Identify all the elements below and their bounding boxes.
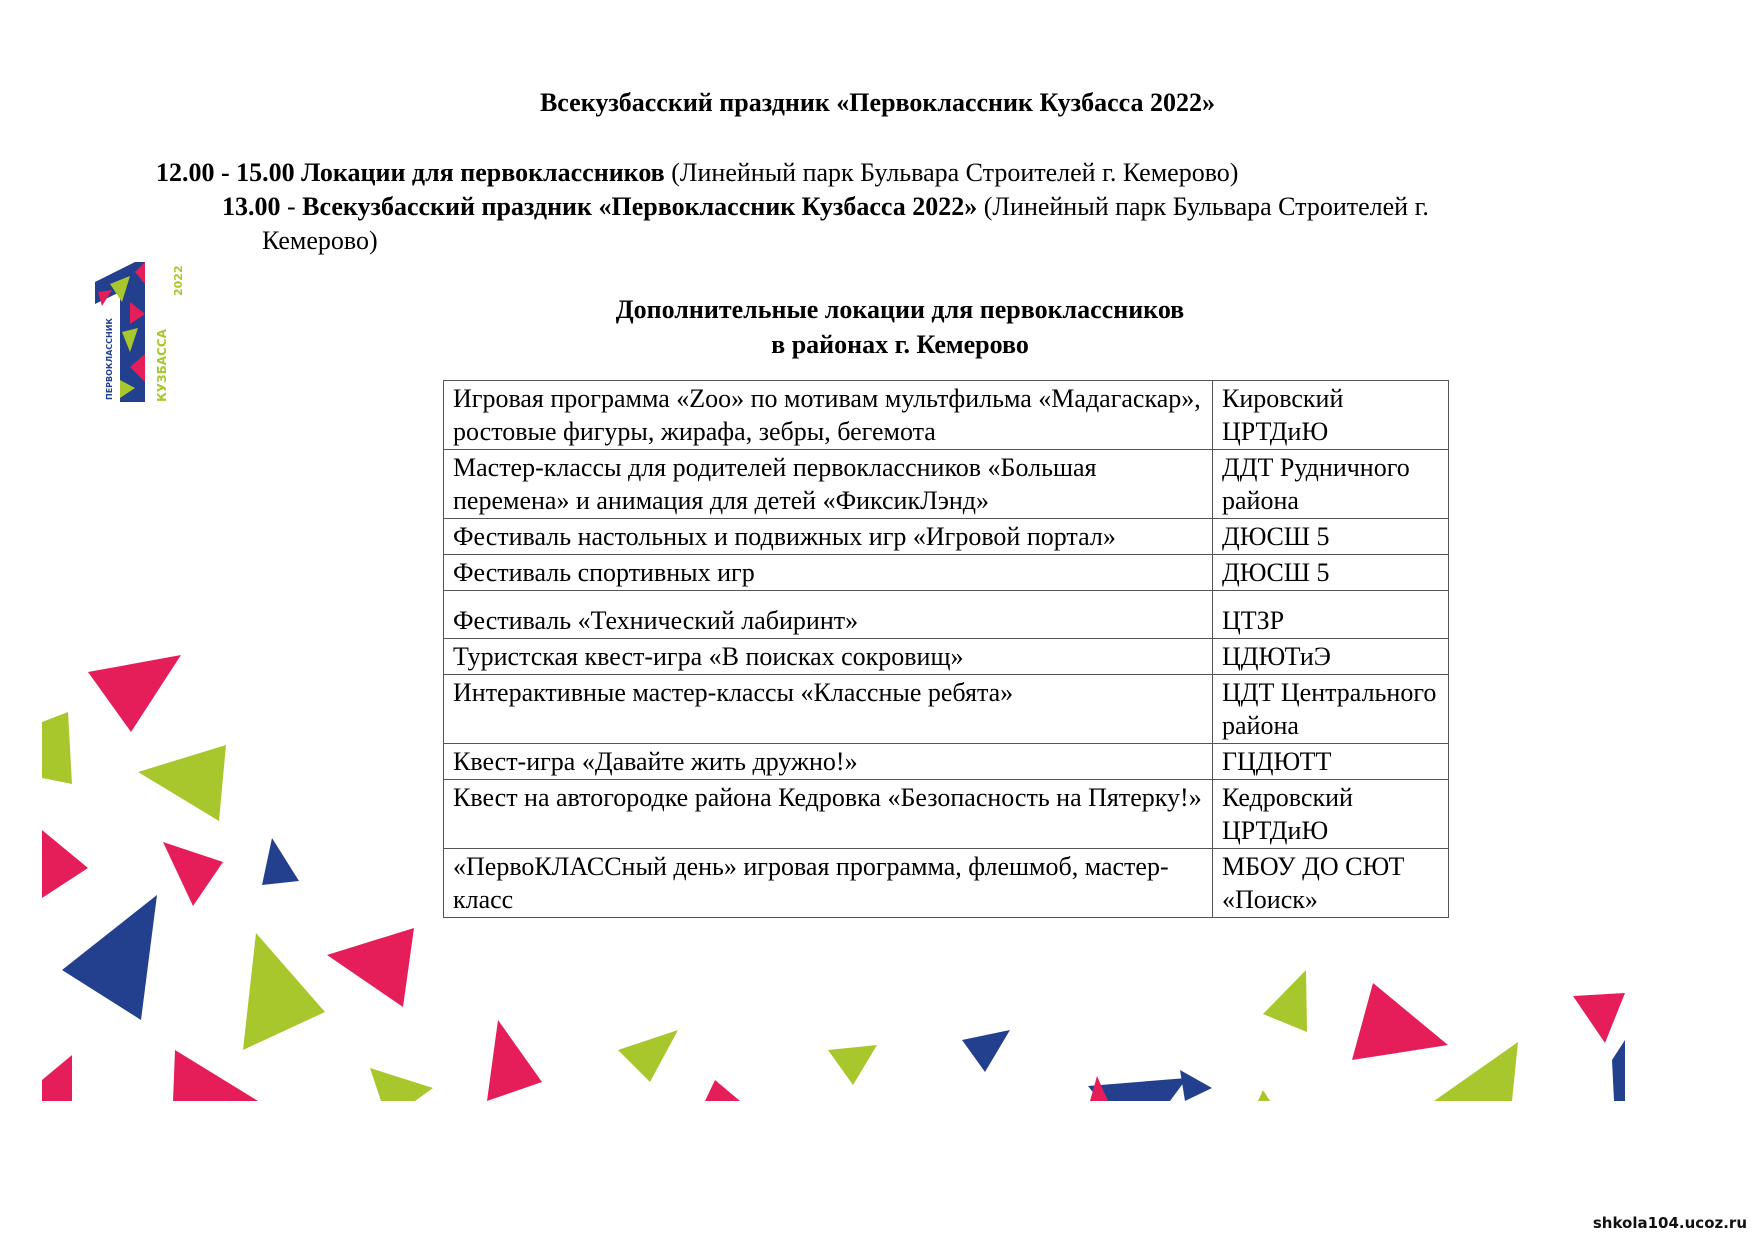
schedule-place: (Линейный парк Бульвара Строителей г. Кемерово) <box>671 158 1239 187</box>
logo-text-kuzbass: КУЗБАССА <box>155 329 169 402</box>
logo-text-first: ПЕРВОКЛАССНИК <box>105 318 114 400</box>
venue-cell: Кедровский ЦРТДиЮ <box>1213 780 1449 849</box>
table-row <box>444 450 1449 519</box>
table-row <box>444 744 1449 780</box>
schedule-time: 12.00 - 15.00 <box>156 158 295 187</box>
schedule-time: 13.00 <box>222 192 281 221</box>
table-row <box>444 780 1449 849</box>
venue-cell: ЦДЮТиЭ <box>1213 639 1449 675</box>
activity-cell: Фестиваль настольных и подвижных игр «Игровой портал» <box>444 519 1213 555</box>
schedule-line-1 <box>156 156 1238 189</box>
activity-cell: Квест на автогородке района Кедровка «Безопасность на Пятерку!» <box>444 780 1213 849</box>
table-row <box>444 555 1449 591</box>
schedule-event: Всекузбасский праздник «Первоклассник Кузбасса 2022» <box>302 192 978 221</box>
activity-cell: Интерактивные мастер-классы «Классные ребята» <box>444 675 1213 744</box>
activity-cell: Игровая программа «Zoo» по мотивам мультфильма «Мадагаскар», ростовые фигуры, жирафа, зебры, бегемота <box>444 381 1213 450</box>
venue-cell: ГЦДЮТТ <box>1213 744 1449 780</box>
table-row <box>444 519 1449 555</box>
venue-cell: ЦТЗР <box>1213 591 1449 639</box>
page-title: Всекузбасский праздник «Первоклассник Кузбасса 2022» <box>539 88 1216 117</box>
section-subtitle <box>400 292 1400 362</box>
site-watermark: shkola104.ucoz.ru <box>1592 1214 1747 1232</box>
schedule-event: Локации для первоклассников <box>301 158 665 187</box>
subtitle-line-1: Дополнительные локации для первоклассников <box>615 295 1185 324</box>
table-row <box>444 381 1449 450</box>
table-row <box>444 675 1449 744</box>
venue-cell: ДДТ Рудничного района <box>1213 450 1449 519</box>
venue-cell: Кировский ЦРТДиЮ <box>1213 381 1449 450</box>
schedule-line-2-continued: Кемерово) <box>262 226 378 255</box>
table-row <box>444 591 1449 639</box>
activity-cell: Туристская квест-игра «В поисках сокровищ» <box>444 639 1213 675</box>
venue-cell: МБОУ ДО СЮТ «Поиск» <box>1213 849 1449 918</box>
activity-cell: Фестиваль спортивных игр <box>444 555 1213 591</box>
subtitle-line-2: в районах г. Кемерово <box>771 330 1029 359</box>
activity-cell: Мастер-классы для родителей первоклассников «Большая перемена» и анимация для детей «ФиксикЛэнд» <box>444 450 1213 519</box>
schedule-line-2: 13.00 - Всекузбасский праздник «Первоклассник Кузбасса 2022» (Линейный парк Бульвара Строителей г. <box>222 192 1429 221</box>
table-row <box>444 639 1449 675</box>
locations-table <box>443 380 1449 918</box>
activity-cell: Квест-игра «Давайте жить дружно!» <box>444 744 1213 780</box>
activity-cell: «ПервоКЛАССный день» игровая программа, флешмоб, мастер-класс <box>444 849 1213 918</box>
table-row <box>444 849 1449 918</box>
venue-cell: ДЮСШ 5 <box>1213 519 1449 555</box>
venue-cell: ДЮСШ 5 <box>1213 555 1449 591</box>
event-logo <box>90 262 190 412</box>
schedule-place: (Линейный парк Бульвара Строителей г. <box>983 192 1429 221</box>
venue-cell: ЦДТ Центрального района <box>1213 675 1449 744</box>
activity-cell: Фестиваль «Технический лабиринт» <box>444 591 1213 639</box>
logo-year: 2022 <box>172 265 185 296</box>
